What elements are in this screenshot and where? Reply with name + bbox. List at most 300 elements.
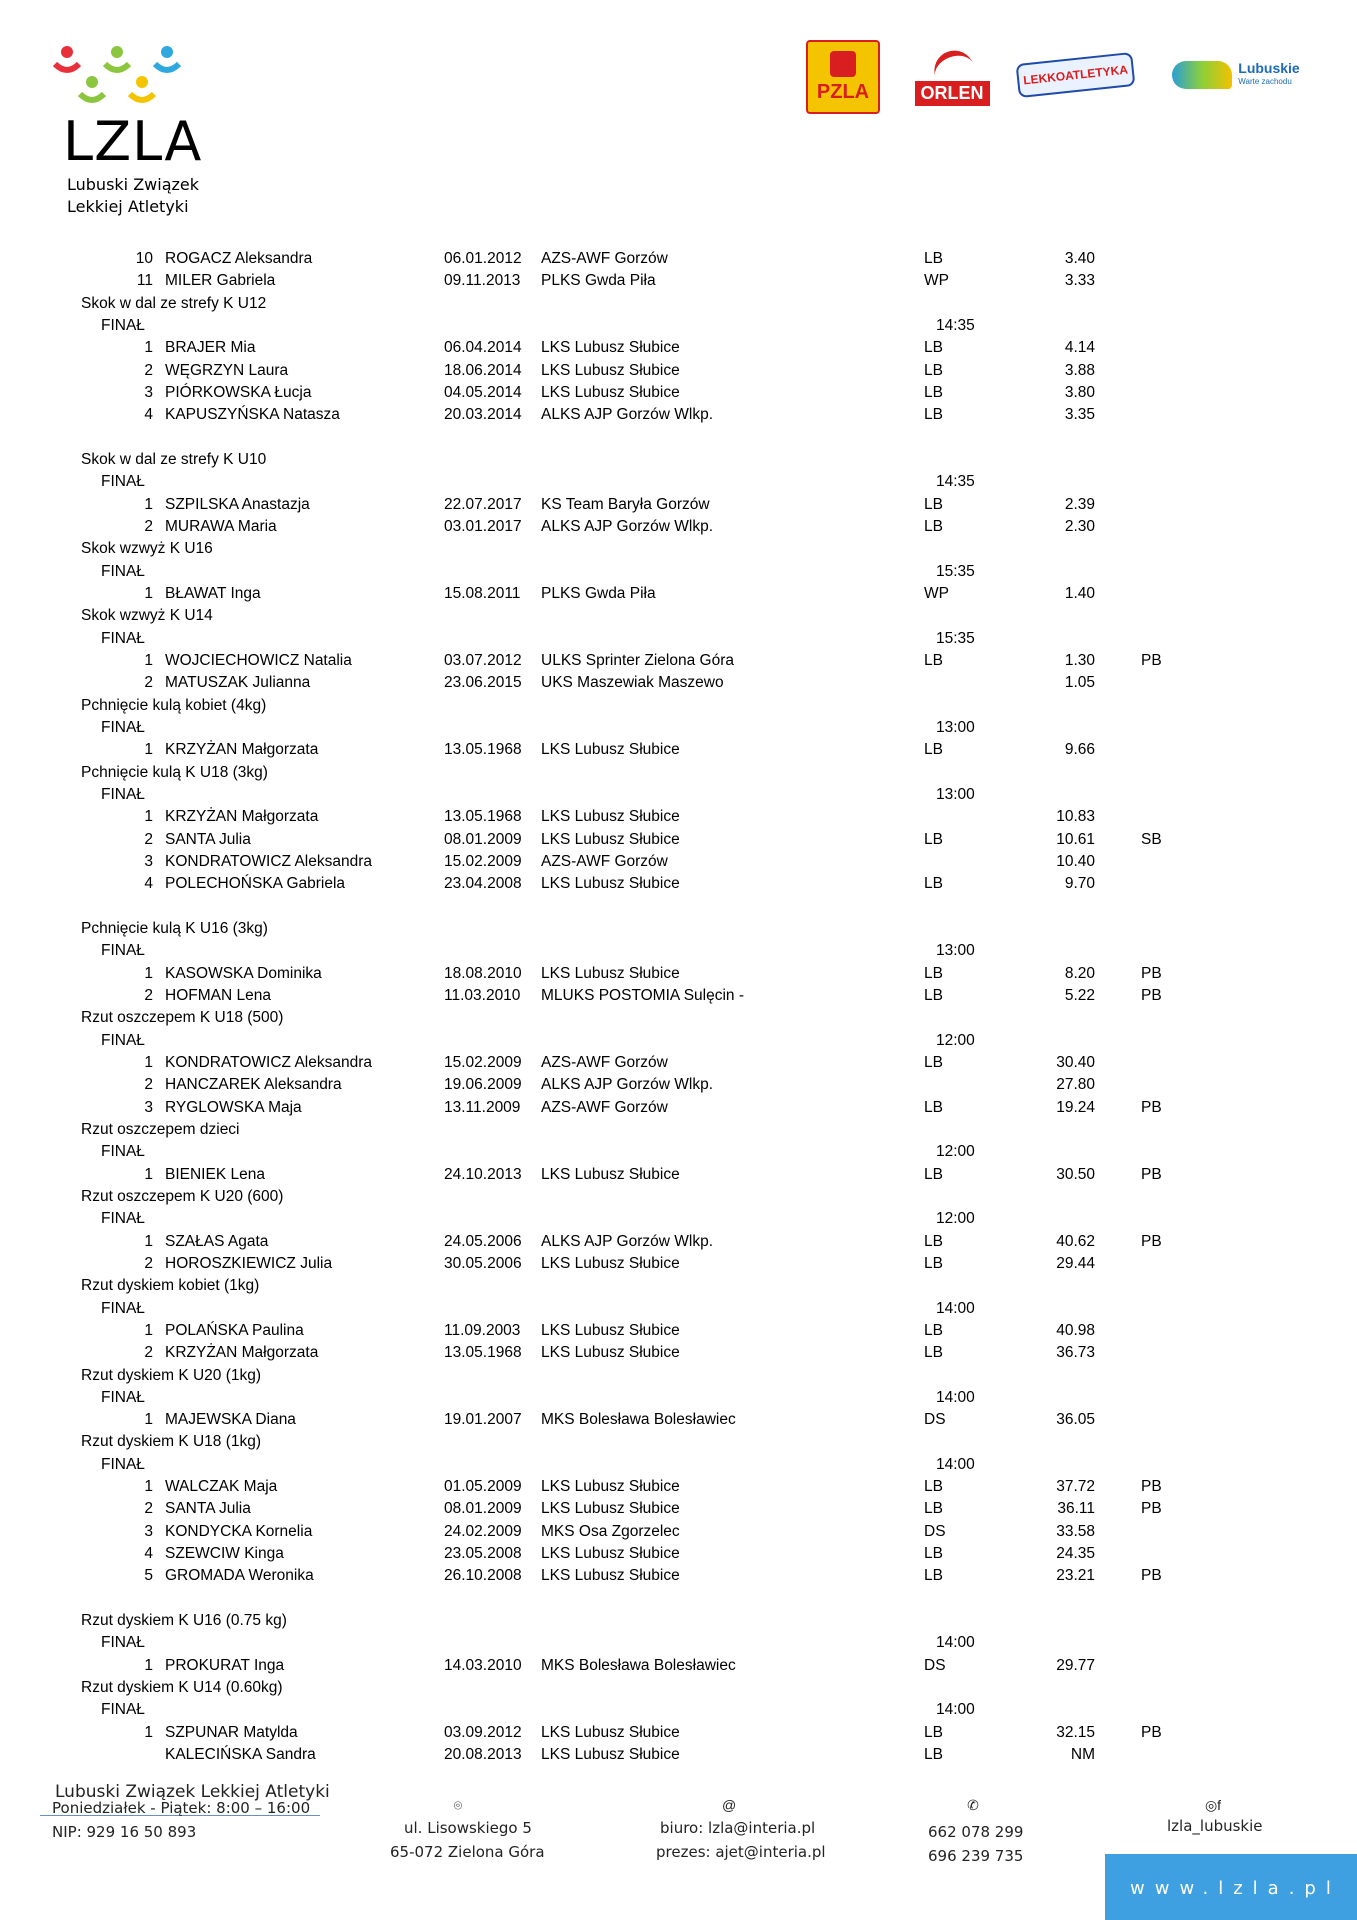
event-heading <box>0 1007 1357 1029</box>
round-row <box>0 628 1357 650</box>
club-name: LKS Lubusz Słubice <box>541 808 680 826</box>
region-code: LB <box>924 1746 943 1764</box>
result-value: 10.40 <box>1056 852 1095 870</box>
event-heading <box>0 605 1357 627</box>
birth-date: 08.01.2009 <box>444 830 522 848</box>
birth-date: 18.06.2014 <box>444 361 522 379</box>
athlete-name: SZEWCIW Kinga <box>165 1545 284 1563</box>
birth-date: 09.11.2013 <box>444 272 521 290</box>
place-number: 1 <box>144 1165 153 1183</box>
round-label: FINAŁ <box>101 1388 145 1406</box>
result-value: 3.40 <box>1064 250 1095 267</box>
place-number: 2 <box>144 986 153 1004</box>
result-row <box>0 1052 1357 1074</box>
athlete-name: HOROSZKIEWICZ Julia <box>165 1254 333 1272</box>
result-row <box>0 739 1357 761</box>
round-row <box>0 1699 1357 1721</box>
place-number: 1 <box>144 1232 153 1250</box>
place-number: 1 <box>144 741 153 759</box>
result-value: 40.62 <box>1056 1232 1095 1250</box>
footer-email-president[interactable] <box>656 1840 826 1864</box>
result-row <box>0 382 1357 404</box>
place-number: 1 <box>144 1478 153 1496</box>
region-code: LB <box>924 1098 943 1116</box>
place-number: 10 <box>135 250 153 267</box>
record-flag: PB <box>1141 964 1162 982</box>
place-number: 1 <box>144 1411 153 1429</box>
record-flag: PB <box>1141 1232 1162 1250</box>
event-title: Rzut oszczepem K U20 (600) <box>81 1187 284 1205</box>
birth-date: 13.05.1968 <box>444 1344 522 1362</box>
result-value: 33.58 <box>1056 1522 1095 1540</box>
birth-date: 08.01.2009 <box>444 1500 522 1518</box>
result-row <box>0 1565 1357 1587</box>
club-name: LKS Lubusz Słubice <box>541 1545 680 1563</box>
result-row <box>0 1320 1357 1342</box>
result-row <box>0 851 1357 873</box>
athlete-name: WOJCIECHOWICZ Natalia <box>165 651 352 669</box>
lekkoatletyka-logo <box>1023 40 1130 110</box>
round-time: 14:35 <box>936 316 975 334</box>
phone-icon: ✆ <box>967 1797 979 1813</box>
result-row <box>0 1543 1357 1565</box>
club-name: MLUKS POSTOMIA Sulęcin - <box>541 986 744 1004</box>
athlete-name: KRZYŻAN Małgorzata <box>165 741 319 759</box>
event-heading <box>0 538 1357 560</box>
place-number: 1 <box>144 495 153 513</box>
region-code: LB <box>924 1344 943 1362</box>
birth-date: 13.11.2009 <box>444 1098 521 1116</box>
club-name: PLKS Gwda Piła <box>541 272 656 290</box>
result-row <box>0 248 1357 270</box>
club-name: LKS Lubusz Słubice <box>541 339 680 357</box>
event-title: Pchnięcie kulą kobiet (4kg) <box>81 696 267 714</box>
result-row <box>0 1074 1357 1096</box>
lubuskie-subtext: Warte zachodu <box>1238 77 1292 86</box>
footer-social-handle[interactable]: lzla_lubuskie <box>1167 1817 1263 1835</box>
round-label: FINAŁ <box>101 629 145 647</box>
result-row <box>0 583 1357 605</box>
club-name: AZS-AWF Gorzów <box>541 1053 668 1071</box>
round-label: FINAŁ <box>101 1455 145 1473</box>
lubuskie-text: Lubuskie <box>1238 60 1300 76</box>
athlete-name: MATUSZAK Julianna <box>165 674 311 692</box>
region-code: LB <box>924 250 943 267</box>
event-title: Pchnięcie kulą K U18 (3kg) <box>81 763 268 781</box>
blank-row <box>0 1588 1357 1610</box>
event-title: Skok w dal ze strefy K U10 <box>81 450 267 468</box>
result-row <box>0 404 1357 426</box>
map-pin-icon: ⌾ <box>453 1797 463 1813</box>
birth-date: 04.05.2014 <box>444 383 522 401</box>
at-icon: @ <box>722 1797 737 1813</box>
region-code: DS <box>924 1522 946 1540</box>
birth-date: 23.04.2008 <box>444 875 522 893</box>
club-name: LKS Lubusz Słubice <box>541 1344 680 1362</box>
event-heading <box>0 695 1357 717</box>
place-number: 3 <box>144 383 153 401</box>
round-time: 12:00 <box>936 1210 975 1228</box>
birth-date: 20.03.2014 <box>444 406 522 424</box>
region-code: LB <box>924 495 943 513</box>
club-name: AZS-AWF Gorzów <box>541 250 668 267</box>
event-title: Rzut dyskiem K U20 (1kg) <box>81 1366 262 1384</box>
round-time: 13:00 <box>936 942 975 960</box>
footer-phone-2[interactable]: 696 239 735 <box>928 1847 1024 1865</box>
result-value: 3.80 <box>1064 383 1095 401</box>
athlete-name: KONDRATOWICZ Aleksandra <box>165 852 373 870</box>
result-row <box>0 672 1357 694</box>
athlete-name: SANTA Julia <box>165 1500 251 1518</box>
birth-date: 26.10.2008 <box>444 1567 522 1585</box>
pzla-logo <box>806 40 880 114</box>
region-code: DS <box>924 1656 946 1674</box>
eagle-icon <box>830 51 856 77</box>
result-value: 29.77 <box>1056 1656 1095 1674</box>
result-row <box>0 1342 1357 1364</box>
region-code: LB <box>924 339 943 357</box>
round-time: 15:35 <box>936 629 975 647</box>
athlete-name: KALECIŃSKA Sandra <box>165 1746 316 1764</box>
result-value: 19.24 <box>1056 1098 1095 1116</box>
lubuskie-wave-icon <box>1172 61 1232 89</box>
club-name: PLKS Gwda Piła <box>541 584 656 602</box>
record-flag: PB <box>1141 651 1162 669</box>
round-time: 14:35 <box>936 473 975 491</box>
birth-date: 01.05.2009 <box>444 1478 522 1496</box>
result-row <box>0 360 1357 382</box>
region-code: LB <box>924 1053 943 1071</box>
result-value: 1.05 <box>1064 674 1095 692</box>
club-name: LKS Lubusz Słubice <box>541 1500 680 1518</box>
result-row <box>0 1722 1357 1744</box>
footer-street: ul. Lisowskiego 5 <box>404 1819 532 1837</box>
round-row <box>0 1632 1357 1654</box>
athlete-name: MILER Gabriela <box>165 272 276 290</box>
club-name: MKS Bolesława Bolesławiec <box>541 1656 736 1674</box>
birth-date: 15.08.2011 <box>444 584 521 602</box>
club-name: LKS Lubusz Słubice <box>541 1567 680 1585</box>
result-value: 1.30 <box>1064 651 1095 669</box>
birth-date: 14.03.2010 <box>444 1656 522 1674</box>
birth-date: 23.06.2015 <box>444 674 522 692</box>
club-name: LKS Lubusz Słubice <box>541 361 680 379</box>
footer-nip: NIP: 929 16 50 893 <box>52 1823 197 1841</box>
athlete-name: BRAJER Mia <box>165 339 256 357</box>
footer-city: 65-072 Zielona Góra <box>390 1843 545 1861</box>
orlen-swoosh-icon <box>929 44 975 82</box>
event-title: Rzut dyskiem K U18 (1kg) <box>81 1433 262 1451</box>
birth-date: 13.05.1968 <box>444 808 522 826</box>
athlete-name: BIENIEK Lena <box>165 1165 265 1183</box>
result-row <box>0 1521 1357 1543</box>
place-number: 5 <box>144 1567 153 1585</box>
birth-date: 19.01.2007 <box>444 1411 522 1429</box>
round-row <box>0 561 1357 583</box>
round-time: 12:00 <box>936 1143 975 1161</box>
record-flag: PB <box>1141 1567 1162 1585</box>
region-code: WP <box>924 584 949 602</box>
athlete-name: SZPUNAR Matylda <box>165 1723 298 1741</box>
club-name: ALKS AJP Gorzów Wlkp. <box>541 1232 713 1250</box>
birth-date: 03.09.2012 <box>444 1723 522 1741</box>
birth-date: 30.05.2006 <box>444 1254 522 1272</box>
round-time: 15:35 <box>936 562 975 580</box>
record-flag: PB <box>1141 1098 1162 1116</box>
athlete-name: WALCZAK Maja <box>165 1478 278 1496</box>
result-value: 32.15 <box>1056 1723 1095 1741</box>
region-code: LB <box>924 986 943 1004</box>
region-code: LB <box>924 1545 943 1563</box>
round-time: 14:00 <box>936 1455 975 1473</box>
birth-date: 13.05.1968 <box>444 741 522 759</box>
place-number: 1 <box>144 584 153 602</box>
place-number: 4 <box>144 1545 153 1563</box>
place-number: 2 <box>144 1254 153 1272</box>
result-row <box>0 1655 1357 1677</box>
round-label: FINAŁ <box>101 1701 145 1719</box>
result-value: 30.40 <box>1056 1053 1095 1071</box>
round-time: 12:00 <box>936 1031 975 1049</box>
pzla-text: PZLA <box>816 80 870 103</box>
birth-date: 11.03.2010 <box>444 986 521 1004</box>
result-row <box>0 337 1357 359</box>
athlete-name: KRZYŻAN Małgorzata <box>165 808 319 826</box>
result-value: 3.35 <box>1064 406 1095 424</box>
region-code: LB <box>924 1165 943 1183</box>
birth-date: 11.09.2003 <box>444 1321 521 1339</box>
round-row <box>0 315 1357 337</box>
region-code: LB <box>924 1567 943 1585</box>
athlete-name: MURAWA Maria <box>165 517 277 535</box>
athlete-name: SZAŁAS Agata <box>165 1232 269 1250</box>
email-office-text[interactable]: biuro: lzla@interia.pl <box>660 1819 816 1837</box>
result-value: 36.11 <box>1057 1500 1095 1518</box>
result-value: 24.35 <box>1056 1545 1095 1563</box>
result-value: 40.98 <box>1056 1321 1095 1339</box>
round-time: 14:00 <box>936 1388 975 1406</box>
round-row <box>0 1454 1357 1476</box>
club-name: UKS Maszewiak Maszewo <box>541 674 724 692</box>
round-row <box>0 940 1357 962</box>
round-label: FINAŁ <box>101 942 145 960</box>
athlete-name: KRZYŻAN Małgorzata <box>165 1344 319 1362</box>
region-code: LB <box>924 1478 943 1496</box>
result-value: 4.14 <box>1064 339 1095 357</box>
instagram-facebook-icon: ◎f <box>1204 1797 1222 1813</box>
athlete-name: BŁAWAT Inga <box>165 584 261 602</box>
round-time: 14:00 <box>936 1634 975 1652</box>
result-row <box>0 270 1357 292</box>
place-number: 2 <box>144 1344 153 1362</box>
round-row <box>0 1030 1357 1052</box>
event-title: Pchnięcie kulą K U16 (3kg) <box>81 919 268 937</box>
athlete-name: POLECHOŃSKA Gabriela <box>165 875 346 893</box>
birth-date: 20.08.2013 <box>444 1746 522 1764</box>
round-label: FINAŁ <box>101 562 145 580</box>
place-number: 1 <box>144 1656 153 1674</box>
club-name: LKS Lubusz Słubice <box>541 1165 680 1183</box>
lekkoatletyka-text: LEKKOATLETYKA <box>1016 52 1136 98</box>
place-number: 2 <box>144 1076 153 1094</box>
club-name: LKS Lubusz Słubice <box>541 875 680 893</box>
athlete-name: PROKURAT Inga <box>165 1656 285 1674</box>
club-name: KS Team Baryła Gorzów <box>541 495 710 513</box>
athlete-name: KAPUSZYŃSKA Natasza <box>165 406 340 424</box>
place-number: 1 <box>144 651 153 669</box>
birth-date: 03.07.2012 <box>444 651 522 669</box>
event-title: Rzut oszczepem dzieci <box>81 1120 240 1138</box>
region-code: LB <box>924 830 943 848</box>
result-value: 9.70 <box>1064 875 1095 893</box>
round-label: FINAŁ <box>101 316 145 334</box>
club-name: ALKS AJP Gorzów Wlkp. <box>541 1076 713 1094</box>
place-number: 1 <box>144 1053 153 1071</box>
athlete-name: GROMADA Weronika <box>165 1567 314 1585</box>
result-value: 8.20 <box>1064 964 1095 982</box>
result-value: 5.22 <box>1064 986 1095 1004</box>
athlete-name: SANTA Julia <box>165 830 251 848</box>
club-name: LKS Lubusz Słubice <box>541 383 680 401</box>
athlete-name: MAJEWSKA Diana <box>165 1411 296 1429</box>
place-number: 1 <box>144 1723 153 1741</box>
athlete-name: RYGLOWSKA Maja <box>165 1098 302 1116</box>
birth-date: 24.10.2013 <box>444 1165 522 1183</box>
result-value: 36.05 <box>1056 1411 1095 1429</box>
club-name: LKS Lubusz Słubice <box>541 1254 680 1272</box>
region-code: LB <box>924 361 943 379</box>
round-label: FINAŁ <box>101 1143 145 1161</box>
result-row <box>0 829 1357 851</box>
round-label: FINAŁ <box>101 785 145 803</box>
club-name: LKS Lubusz Słubice <box>541 1746 680 1764</box>
round-time: 14:00 <box>936 1701 975 1719</box>
result-value: 23.21 <box>1056 1567 1095 1585</box>
record-flag: PB <box>1141 986 1162 1004</box>
region-code: LB <box>924 964 943 982</box>
club-name: MKS Bolesława Bolesławiec <box>541 1411 736 1429</box>
region-code: LB <box>924 741 943 759</box>
birth-date: 06.01.2012 <box>444 250 522 267</box>
footer-phone-1[interactable]: 662 078 299 <box>928 1823 1024 1841</box>
result-value: 37.72 <box>1056 1478 1095 1496</box>
place-number: 2 <box>144 517 153 535</box>
lzla-wordmark: LZLA <box>63 110 203 173</box>
place-number: 4 <box>144 406 153 424</box>
athlete-name: HOFMAN Lena <box>165 986 271 1004</box>
event-heading <box>0 918 1357 940</box>
place-number: 3 <box>144 1098 153 1116</box>
result-value: 10.83 <box>1056 808 1095 826</box>
athlete-name: PIÓRKOWSKA Łucja <box>165 383 312 401</box>
footer-email-office[interactable] <box>660 1816 815 1840</box>
result-row <box>0 1476 1357 1498</box>
region-code: LB <box>924 651 943 669</box>
round-row <box>0 1208 1357 1230</box>
result-value: 2.39 <box>1064 495 1095 513</box>
lzla-subtitle-line2: Lekkiej Atletyki <box>67 197 189 216</box>
round-time: 13:00 <box>936 718 975 736</box>
athlete-name: KONDYCKA Kornelia <box>165 1522 313 1540</box>
place-number: 2 <box>144 830 153 848</box>
result-value: 1.40 <box>1064 584 1095 602</box>
event-heading <box>0 449 1357 471</box>
result-row <box>0 1164 1357 1186</box>
result-row <box>0 1498 1357 1520</box>
club-name: AZS-AWF Gorzów <box>541 1098 668 1116</box>
result-row <box>0 1409 1357 1431</box>
lzla-subtitle-line1: Lubuski Związek <box>67 175 200 194</box>
website-link[interactable]: www.lzla.pl <box>1130 1878 1341 1899</box>
round-label: FINAŁ <box>101 1634 145 1652</box>
round-label: FINAŁ <box>101 718 145 736</box>
region-code: LB <box>924 1232 943 1250</box>
event-heading <box>0 1186 1357 1208</box>
round-row <box>0 784 1357 806</box>
lubuskie-logo <box>1166 45 1306 105</box>
email-president-text[interactable]: prezes: ajet@interia.pl <box>656 1843 826 1861</box>
athlete-name: SZPILSKA Anastazja <box>165 495 310 513</box>
event-heading <box>0 1610 1357 1632</box>
round-label: FINAŁ <box>101 1031 145 1049</box>
birth-date: 24.02.2009 <box>444 1522 522 1540</box>
club-name: ALKS AJP Gorzów Wlkp. <box>541 517 713 535</box>
result-value: 9.66 <box>1064 741 1095 759</box>
record-flag: PB <box>1141 1723 1162 1741</box>
round-time: 13:00 <box>936 785 975 803</box>
result-row <box>0 806 1357 828</box>
result-value: 10.61 <box>1056 830 1095 848</box>
lzla-people-icon <box>45 40 205 110</box>
result-value: 30.50 <box>1056 1165 1095 1183</box>
round-row <box>0 1141 1357 1163</box>
result-row <box>0 516 1357 538</box>
event-heading <box>0 1119 1357 1141</box>
club-name: ALKS AJP Gorzów Wlkp. <box>541 406 713 424</box>
club-name: LKS Lubusz Słubice <box>541 741 680 759</box>
place-number: 3 <box>144 1522 153 1540</box>
orlen-text: ORLEN <box>915 81 990 106</box>
event-heading <box>0 1275 1357 1297</box>
result-row <box>0 650 1357 672</box>
region-code: LB <box>924 875 943 893</box>
record-flag: PB <box>1141 1500 1162 1518</box>
event-title: Skok wzwyż K U16 <box>81 540 213 558</box>
round-time: 14:00 <box>936 1299 975 1317</box>
place-number: 2 <box>144 674 153 692</box>
club-name: LKS Lubusz Słubice <box>541 1478 680 1496</box>
event-title: Rzut dyskiem K U14 (0.60kg) <box>81 1679 283 1697</box>
club-name: LKS Lubusz Słubice <box>541 964 680 982</box>
club-name: LKS Lubusz Słubice <box>541 1723 680 1741</box>
record-flag: SB <box>1141 830 1162 848</box>
lzla-logo <box>45 40 205 220</box>
birth-date: 15.02.2009 <box>444 1053 522 1071</box>
result-value: NM <box>1070 1746 1095 1764</box>
record-flag: PB <box>1141 1478 1162 1496</box>
athlete-name: KASOWSKA Dominika <box>165 964 322 982</box>
birth-date: 15.02.2009 <box>444 852 522 870</box>
round-label: FINAŁ <box>101 1299 145 1317</box>
round-row <box>0 1298 1357 1320</box>
athlete-name: WĘGRZYN Laura <box>165 361 289 379</box>
blank-row <box>0 896 1357 918</box>
orlen-logo <box>918 48 986 108</box>
birth-date: 23.05.2008 <box>444 1545 522 1563</box>
result-value: 27.80 <box>1056 1076 1095 1094</box>
region-code: LB <box>924 1723 943 1741</box>
place-number: 1 <box>144 1321 153 1339</box>
